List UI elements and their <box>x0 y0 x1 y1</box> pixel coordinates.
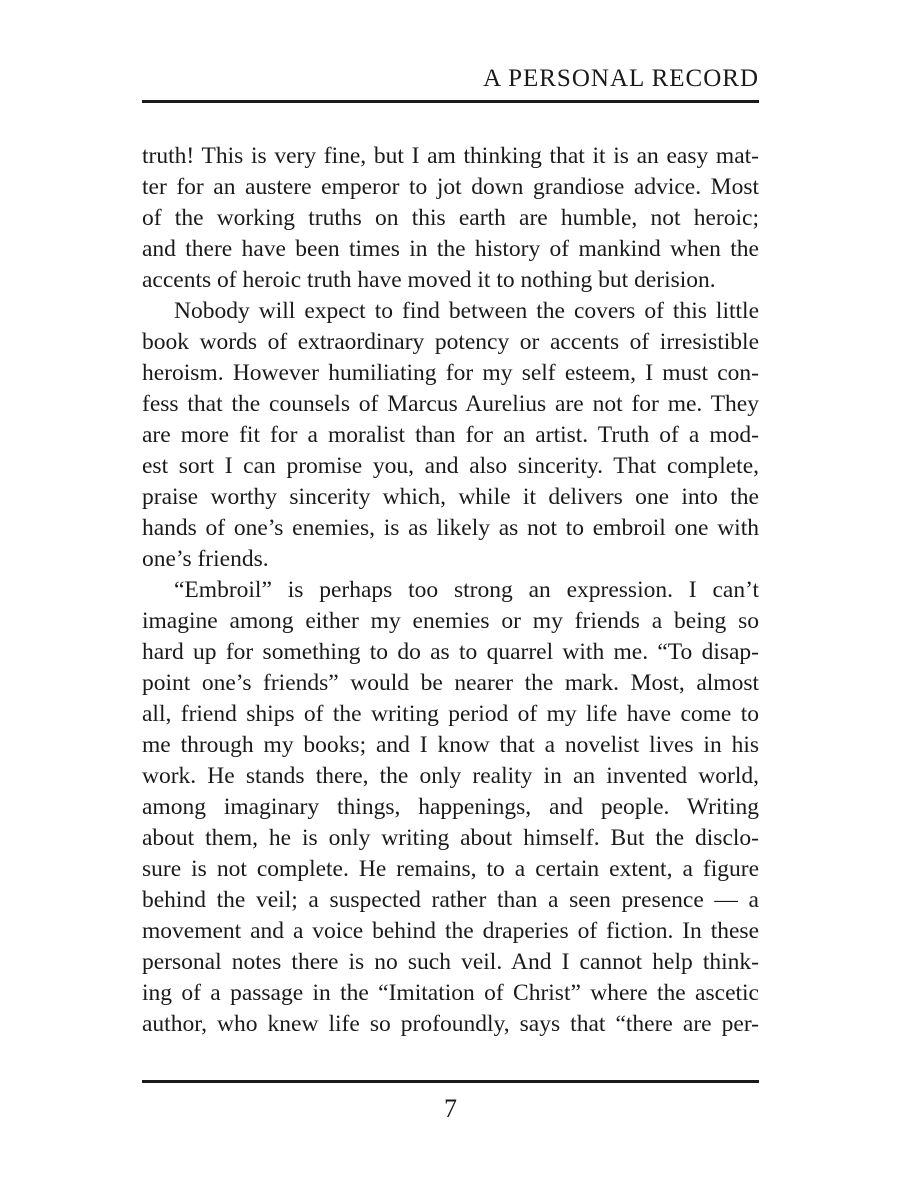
text-line: imagine among either my enemies or my friends a being so <box>142 608 759 634</box>
text-line: ter for an austere emperor to jot down grandiose advice. Most <box>142 174 759 200</box>
text-line: work. He stands there, the only reality in an invented world, <box>142 763 759 789</box>
text-line: movement and a voice behind the draperies of fiction. In these <box>142 918 759 944</box>
text-line: are more fit for a moralist than for an artist. Truth of a mod- <box>142 422 759 448</box>
text-line: accents of heroic truth have moved it to nothing but derision. <box>142 267 716 293</box>
text-line: personal notes there is no such veil. And I cannot help think- <box>142 949 759 975</box>
text-line: Nobody will expect to find between the covers of this little <box>174 298 759 324</box>
running-head-title: A PERSONAL RECORD <box>483 65 759 92</box>
text-line: hands of one’s enemies, is as likely as not to embroil one with <box>142 515 759 541</box>
text-line: about them, he is only writing about himself. But the disclo- <box>142 825 759 851</box>
header-rule <box>142 100 759 103</box>
text-line: author, who knew life so profoundly, says that “there are per- <box>142 1011 759 1037</box>
text-line: behind the veil; a suspected rather than a seen presence — a <box>142 887 759 913</box>
text-line: praise worthy sincerity which, while it delivers one into the <box>142 484 759 510</box>
text-line: among imaginary things, happenings, and people. Writing <box>142 794 759 820</box>
text-line: me through my books; and I know that a novelist lives in his <box>142 732 759 758</box>
text-line: all, friend ships of the writing period of my life have come to <box>142 701 759 727</box>
text-line: hard up for something to do as to quarrel with me. “To disap- <box>142 639 759 665</box>
text-line: and there have been times in the history of mankind when the <box>142 236 759 262</box>
text-line: “Embroil” is perhaps too strong an expression. I can’t <box>174 577 759 603</box>
text-line: book words of extraordinary potency or accents of irresistible <box>142 329 759 355</box>
text-line: ing of a passage in the “Imitation of Christ” where the ascetic <box>142 980 759 1006</box>
body-text <box>142 141 759 1040</box>
text-line: fess that the counsels of Marcus Aurelius are not for me. They <box>142 391 759 417</box>
page-number: 7 <box>444 1094 457 1123</box>
text-line: est sort I can promise you, and also sincerity. That complete, <box>142 453 759 479</box>
footer-rule <box>142 1080 759 1083</box>
text-line: sure is not complete. He remains, to a certain extent, a figure <box>142 856 759 882</box>
text-line: one’s friends. <box>142 546 269 572</box>
text-line: point one’s friends” would be nearer the mark. Most, almost <box>142 670 759 696</box>
text-line: of the working truths on this earth are humble, not heroic; <box>142 205 759 231</box>
text-line: truth! This is very fine, but I am thinking that it is an easy mat- <box>142 143 759 169</box>
text-line: heroism. However humiliating for my self esteem, I must con- <box>142 360 759 386</box>
